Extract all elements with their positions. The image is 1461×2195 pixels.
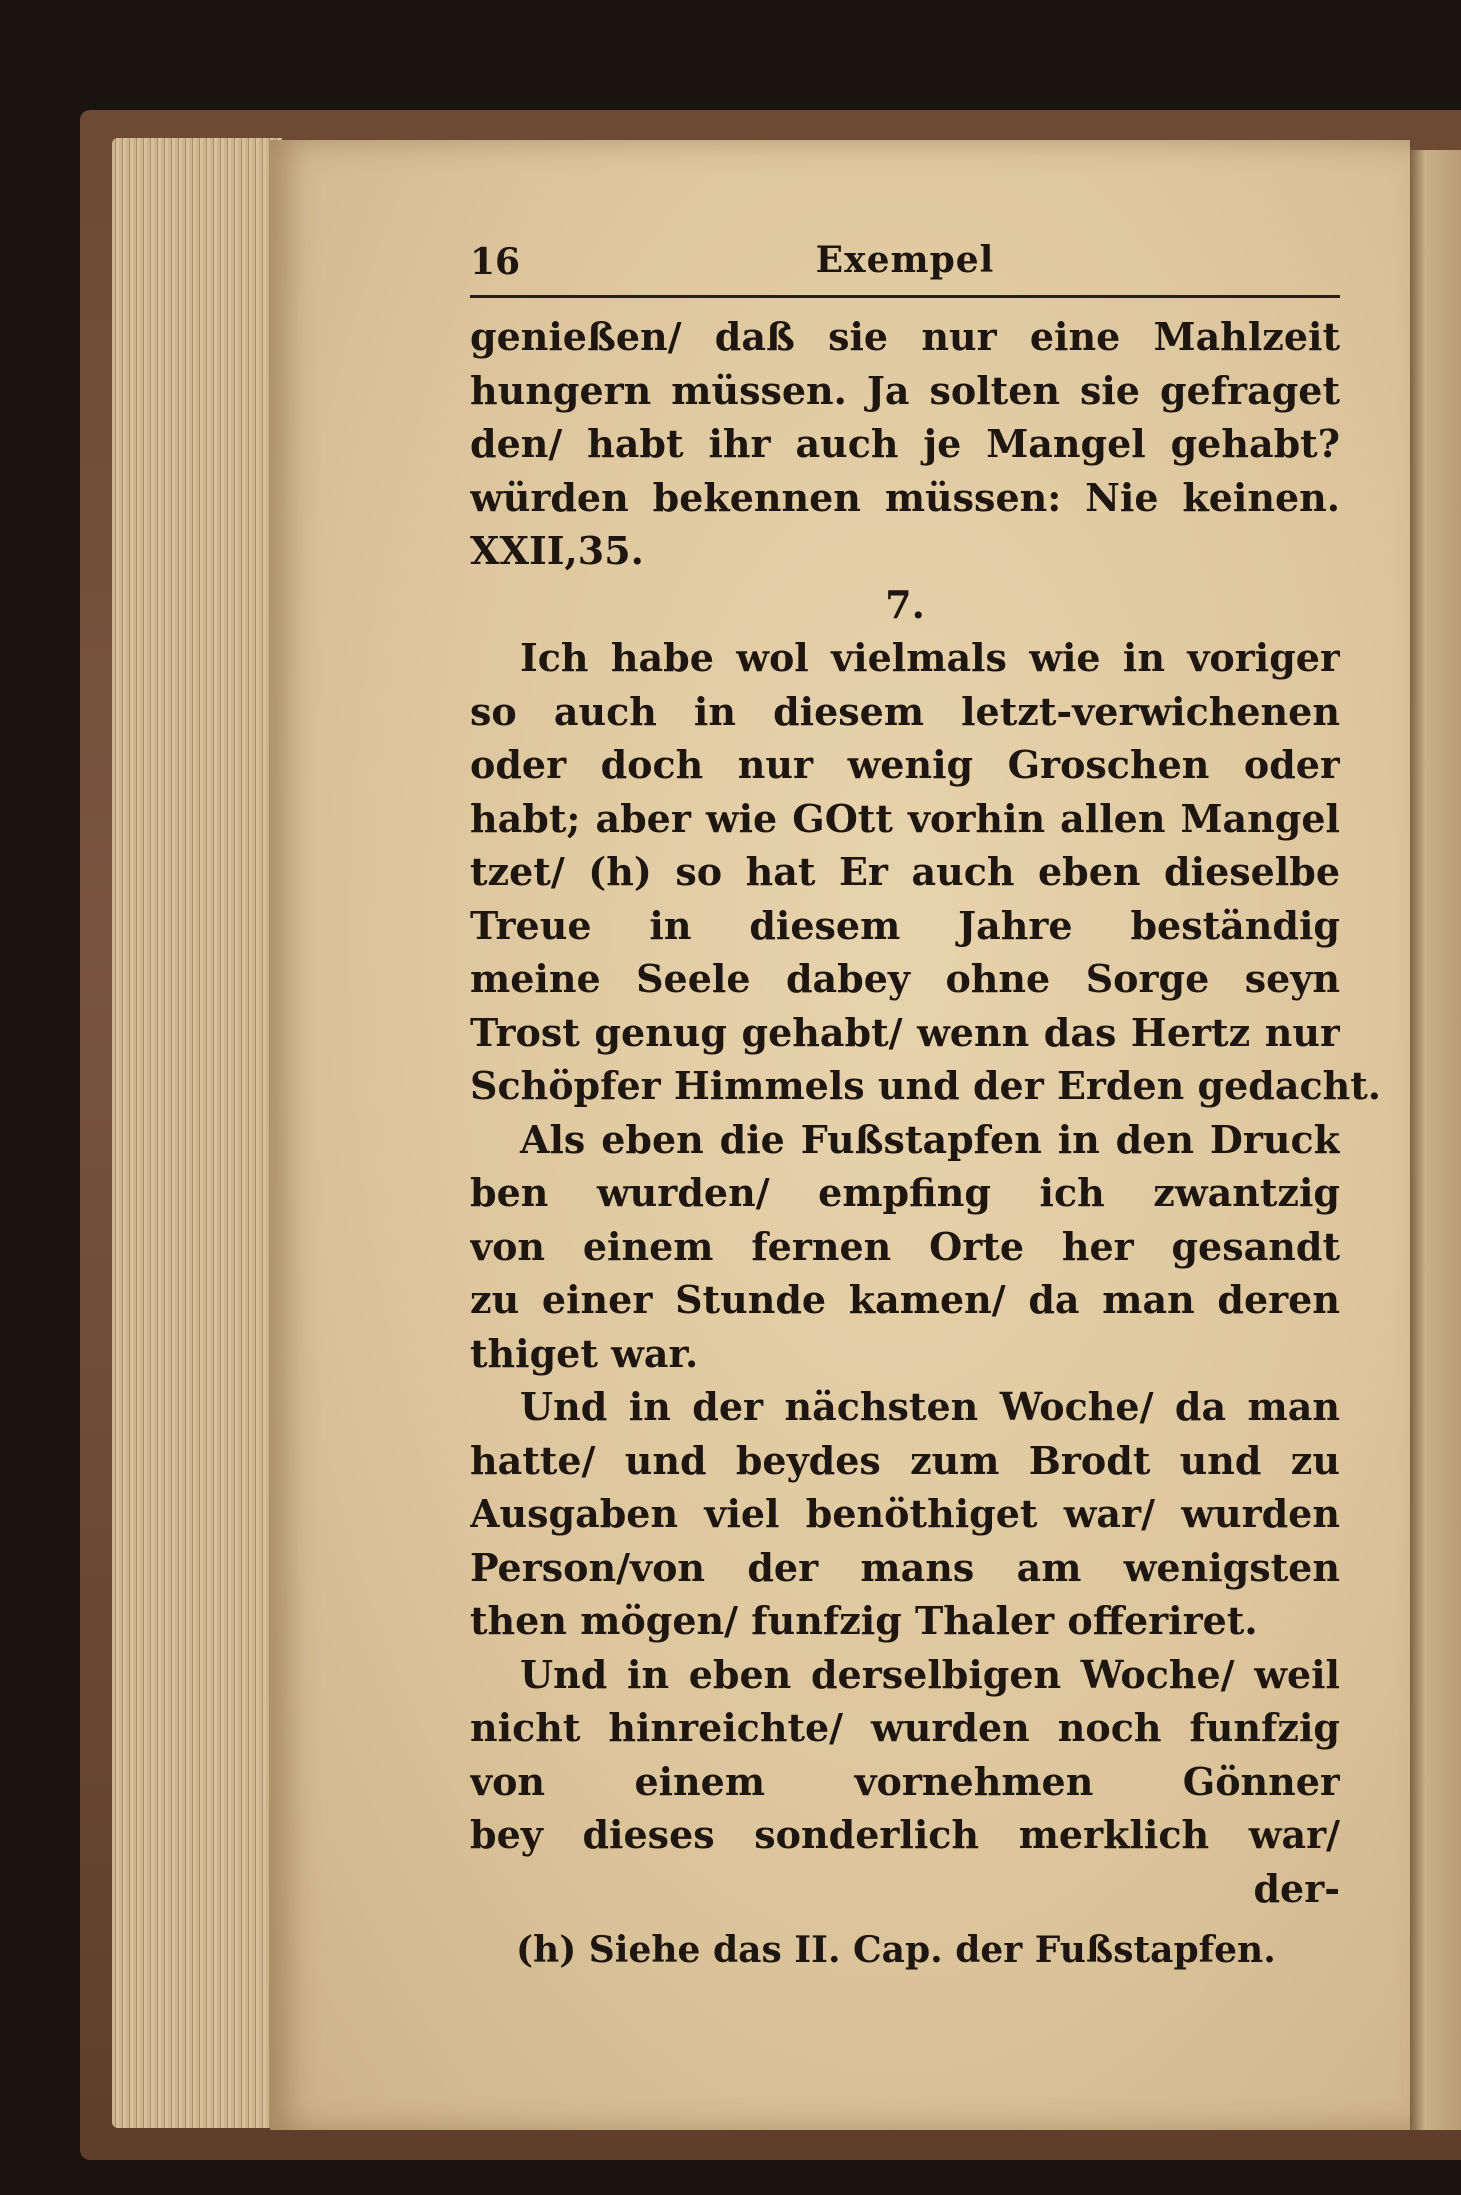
text-line: würden bekennen müssen: Nie keinen. (470, 474, 1340, 520)
text-line: hungern müssen. Ja solten sie gefraget (470, 367, 1340, 413)
text-line: Person/von der mans am wenigsten (470, 1544, 1340, 1590)
text-line: nicht hinreichte/ wurden noch funfzig (470, 1705, 1340, 1750)
facing-page-edge (1410, 150, 1461, 2130)
header-title: Exempel (815, 239, 995, 281)
text-line: von einem fernen Orte her gesandt (470, 1223, 1340, 1269)
text-line: ben wurden/ empfing ich zwantzig (470, 1170, 1340, 1215)
text-line: Ich habe wol vielmals wie in voriger (520, 635, 1340, 680)
text-line: bey dieses sonderlich merklich war/ (470, 1812, 1340, 1857)
text-line: den/ habt ihr auch je Mangel gehabt? (470, 421, 1340, 466)
text-line: habt; aber wie GOtt vorhin allen Mangel (470, 795, 1340, 841)
text-line: tzet/ (h) so hat Er auch eben dieselbe (470, 849, 1340, 894)
footnote: (h) Siehe das II. Cap. der Fußstapfen. (516, 1929, 1276, 1971)
text-line: Schöpfer Himmels und der Erden gedacht. (470, 1063, 1382, 1108)
text-line: Ausgaben viel benöthiget war/ wurden (470, 1491, 1340, 1536)
text-line: zu einer Stunde kamen/ da man deren (470, 1277, 1340, 1322)
text-line: XXII,35. (470, 528, 644, 573)
body-text (470, 310, 1382, 1915)
text-line: so auch in diesem letzt-verwichenen (470, 688, 1340, 734)
text-line: thiget war. (470, 1330, 699, 1376)
running-head (470, 235, 1340, 298)
text-line: Und in der nächsten Woche/ da man (520, 1384, 1340, 1429)
text-line: oder doch nur wenig Groschen oder (470, 742, 1340, 787)
page-edges (112, 138, 282, 2128)
catchword: der- (1253, 1865, 1340, 1911)
text-line: meine Seele dabey ohne Sorge seyn (470, 956, 1340, 1001)
text-line: hatte/ und beydes zum Brodt und zu (470, 1437, 1340, 1483)
text-line: genießen/ daß sie nur eine Mahlzeit (470, 314, 1340, 359)
text-line: Trost genug gehabt/ wenn das Hertz nur (470, 1009, 1340, 1055)
text-line: Und in eben derselbigen Woche/ weil (520, 1651, 1340, 1697)
text-line: Treue in diesem Jahre beständig (470, 902, 1340, 948)
page-number: 16 (470, 241, 521, 283)
text-line: Als eben die Fußstapfen in den Druck (520, 1116, 1340, 1162)
text-block (470, 235, 1382, 1971)
section-number: 7. (885, 581, 925, 627)
text-line: von einem vornehmen Gönner (470, 1758, 1340, 1804)
text-line: then mögen/ funfzig Thaler offeriret. (470, 1598, 1258, 1643)
